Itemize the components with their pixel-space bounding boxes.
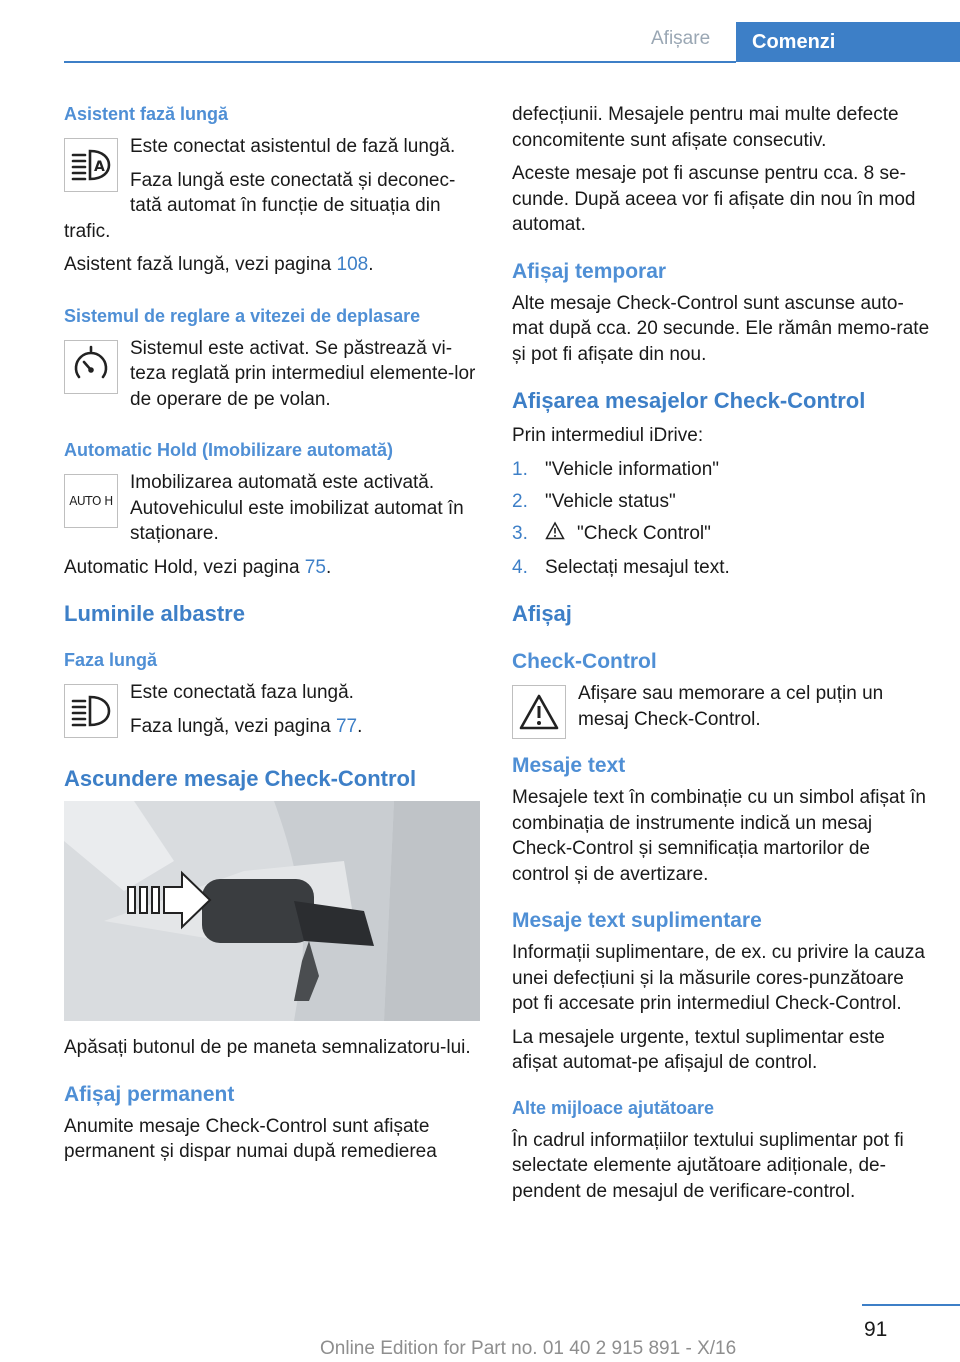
warning-triangle-small-icon bbox=[545, 521, 567, 549]
high-beam-assistant-icon bbox=[64, 138, 118, 192]
high-beam-assistant-block bbox=[64, 134, 482, 219]
auto-hold-text: Imobilizarea automată este activată. Autovehiculul este imobilizat automat în staționare. bbox=[130, 472, 464, 544]
check-control-block bbox=[512, 681, 930, 740]
extra-text-messages-p1: Informații suplimentare, de ex. cu privire la cauza unei defecțiuni și la măsurile cores‐punzătoare pot fi accesate prin intermediul Check-Control. bbox=[512, 942, 925, 1014]
check-control-text: Afișare sau memorare a cel puțin un mesaj Check-Control. bbox=[578, 683, 884, 730]
step-text: "Vehicle status" bbox=[545, 490, 676, 512]
header-rule bbox=[64, 61, 736, 63]
heading-cruise-control: Sistemul de reglare a vitezei de deplasare bbox=[64, 305, 421, 326]
heading-temporary-display: Afișaj temporar bbox=[512, 259, 667, 283]
turn-signal-lever-photo bbox=[64, 801, 480, 1021]
auto-hold-icon-label: AUTO H bbox=[69, 494, 113, 508]
right-column bbox=[512, 102, 930, 1212]
high-beam-assistant-on-text: Este conectat asistentul de fază lungă. bbox=[130, 136, 456, 157]
heading-display: Afișaj bbox=[512, 601, 572, 626]
svg-text:A: A bbox=[94, 159, 105, 175]
heading-auto-hold: Automatic Hold (Imobilizare automată) bbox=[64, 440, 394, 460]
list-item bbox=[512, 489, 930, 515]
list-item bbox=[512, 521, 930, 549]
idrive-steps-list bbox=[512, 457, 930, 581]
step-text: "Vehicle information" bbox=[545, 458, 720, 480]
high-beam-block bbox=[64, 680, 482, 747]
high-beam-assistant-ref: Asistent fază lungă, vezi pagina 108. bbox=[64, 254, 374, 275]
list-item bbox=[512, 555, 930, 581]
ref-label: Asistent fază lungă, vezi pagina bbox=[64, 254, 337, 275]
heading-text-messages: Mesaje text bbox=[512, 754, 626, 777]
step-text: "Check Control" bbox=[577, 522, 711, 544]
high-beam-assistant-desc: Faza lungă este conectată și deconec‐tată automat în funcție de situația din bbox=[130, 169, 456, 216]
high-beam-ref: Faza lungă, vezi pagina 77. bbox=[130, 715, 363, 737]
header-section-title: Afișare bbox=[651, 28, 711, 49]
page-link-77[interactable]: 77 bbox=[335, 715, 358, 737]
extra-text-messages-p2: La mesajele urgente, textul suplimentar este afișat automat-pe afișajul de control. bbox=[512, 1026, 885, 1073]
auto-hold-icon bbox=[64, 474, 118, 528]
auto-hold-block bbox=[64, 470, 482, 555]
ref-label: Faza lungă, vezi pagina bbox=[130, 715, 336, 737]
header-chapter-tab: Comenzi bbox=[736, 22, 960, 62]
page-link-75[interactable]: 75 bbox=[304, 556, 326, 578]
heading-show-check-control: Afișarea mesajelor Check-Control bbox=[512, 388, 866, 413]
step-number: 3. bbox=[512, 522, 528, 544]
permanent-display-text: Anumite mesaje Check-Control sunt afișate permanent și dispar numai după remedierea bbox=[64, 1115, 437, 1162]
footer-rule bbox=[862, 1304, 960, 1306]
text-messages-text: Mesajele text în combinație cu un simbol afișat în combinația de instrumente indică un mesaj Check-Control și semnificația martorilor de control și de avertizare. bbox=[512, 787, 926, 885]
photo-caption: Apăsați butonul de pe maneta semnalizatoru‐lui. bbox=[64, 1037, 471, 1058]
list-item bbox=[512, 457, 930, 483]
heading-blue-lights: Luminile albastre bbox=[64, 601, 245, 626]
heading-check-control: Check-Control bbox=[512, 650, 657, 673]
step-number: 2. bbox=[512, 490, 528, 512]
high-beam-assistant-desc-tail: trafic. bbox=[64, 220, 111, 242]
warning-triangle-icon bbox=[512, 685, 566, 739]
cruise-control-text: Sistemul este activat. Se păstrează vi‐teza reglată prin intermediul elemente‐lor de operare de pe volan. bbox=[130, 337, 476, 410]
page-link-108[interactable]: 108 bbox=[336, 254, 369, 275]
ref-label: Automatic Hold, vezi pagina bbox=[64, 556, 305, 578]
page-number: 91 bbox=[864, 1318, 888, 1341]
heading-other-aids: Alte mijloace ajutătoare bbox=[512, 1097, 715, 1118]
heading-high-beam: Faza lungă bbox=[64, 650, 158, 670]
auto-hold-ref: Automatic Hold, vezi pagina 75. bbox=[64, 556, 332, 578]
cruise-control-icon bbox=[64, 340, 118, 394]
high-beam-icon bbox=[64, 684, 118, 738]
left-column bbox=[64, 102, 482, 1173]
step-text: Selectați mesajul text. bbox=[545, 556, 730, 578]
permanent-display-continued: defecțiunii. Mesajele pentru mai multe defecte concomitente sunt afișate consecutiv. bbox=[512, 104, 899, 151]
cruise-control-block bbox=[64, 336, 482, 421]
step-number: 4. bbox=[512, 556, 528, 578]
heading-hide-check-control: Ascundere mesaje Check-Control bbox=[64, 766, 417, 791]
step-number: 1. bbox=[512, 458, 528, 480]
other-aids-text: În cadrul informațiilor textului suplimentar pot fi selectate elemente ajutătoare adiționale, de‐pendent de mesajul de verificare-control. bbox=[512, 1129, 904, 1202]
high-beam-on-text: Este conectată faza lungă. bbox=[130, 682, 354, 703]
heading-high-beam-assistant: Asistent fază lungă bbox=[64, 104, 229, 124]
heading-permanent-display: Afișaj permanent bbox=[64, 1082, 235, 1106]
heading-extra-text-messages: Mesaje text suplimentare bbox=[512, 909, 762, 932]
temporary-display-text: Alte mesaje Check-Control sunt ascunse auto‐mat după cca. 20 secunde. Ele rămân memo‐rate și pot fi afișate din nou. bbox=[512, 292, 930, 365]
page-header bbox=[0, 0, 960, 62]
edition-footer: Online Edition for Part no. 01 40 2 915 891 - X/16 bbox=[320, 1338, 737, 1359]
hide-duration-text: Aceste mesaje pot fi ascunse pentru cca. 8 se‐cunde. După aceea vor fi afișate din nou în mod automat. bbox=[512, 163, 916, 235]
idrive-intro: Prin intermediul iDrive: bbox=[512, 425, 704, 446]
